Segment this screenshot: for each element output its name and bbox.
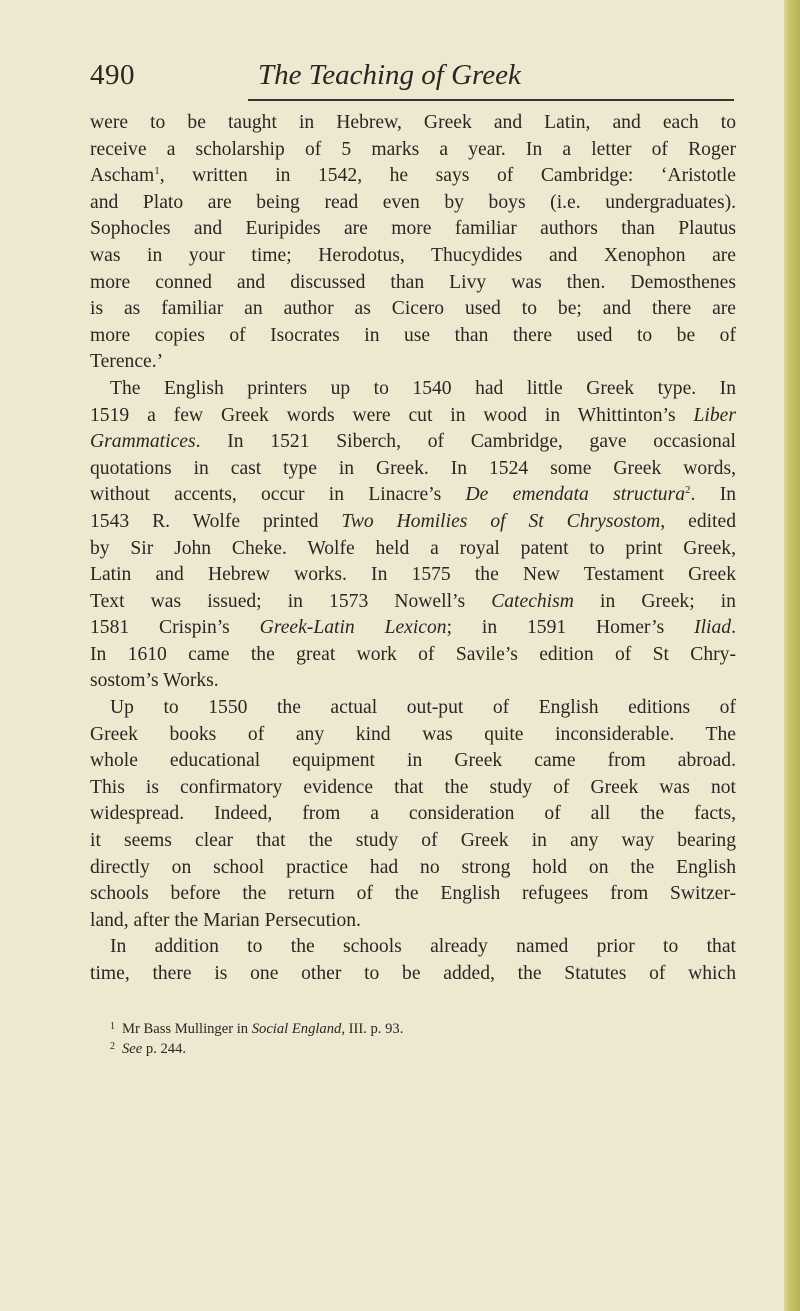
text-line: 1519 a few Greek words were cut in wood in Whittinton’s Liber (90, 404, 736, 426)
text-line: Terence.’ (90, 351, 164, 373)
text-line: were to be taught in Hebrew, Greek and Latin, and each to (90, 112, 736, 133)
body-text (90, 110, 736, 988)
text-line: is as familiar an author as Cicero used to be; and there are (90, 298, 736, 320)
text-line: This is confirmatory evidence that the study of Greek was not (90, 776, 736, 798)
text-line: more copies of Isocrates in use than there used to be of (90, 324, 736, 346)
text-line: Ascham$^1$, written in 1542, he says of Cambridge: ‘Aristotle (90, 165, 736, 187)
text-line: land, after the Marian Persecution. (90, 909, 361, 931)
text-line: directly on school practice had no strong hold on the English (90, 856, 736, 878)
text-line: time, there is one other to be added, the Statutes of which (90, 963, 736, 984)
text-line: 1543 R. Wolfe printed Two Homilies of St Chrysostom, edited (90, 510, 736, 532)
text-line: sostom’s Works. (90, 670, 219, 692)
text-line: 1581 Crispin’s Greek-Latin Lexicon; in 1591 Homer’s Iliad. (90, 617, 736, 639)
text-line: Text was issued; in 1573 Nowell’s Catechism in Greek; in (90, 590, 736, 612)
footnote-ref-2: 2 (685, 484, 691, 497)
text-line: whole educational equipment in Greek came from abroad. (90, 750, 736, 772)
header-rule (248, 99, 734, 101)
text-line: Greek books of any kind was quite inconsiderable. The (90, 723, 736, 745)
text-line: without accents, occur in Linacre’s De emendata structura$^2$. In (90, 484, 737, 506)
footnote-number: 2 (110, 1040, 115, 1052)
text-line: was in your time; Herodotus, Thucydides and Xenophon are (90, 244, 736, 266)
text-line: it seems clear that the study of Greek in any way bearing (90, 830, 736, 852)
page-number: 490 (90, 59, 135, 91)
text-line: schools before the return of the English refugees from Switzer- (90, 883, 736, 905)
text-line: In addition to the schools already named prior to that (110, 936, 736, 958)
text-line: and Plato are being read even by boys (i.e. undergraduates). (90, 191, 736, 213)
running-title: The Teaching of Greek (258, 59, 521, 91)
text-line: receive a scholarship of 5 marks a year. In a letter of Roger (90, 138, 736, 160)
page-edge (784, 0, 800, 1311)
footnote: $^1$ Mr Bass Mullinger in Social England, III. p. 93. (110, 1021, 404, 1037)
text-line: widespread. Indeed, from a consideration of all the facts, (90, 803, 736, 825)
footnote-ref-1: 1 (154, 165, 160, 178)
text-line: Latin and Hebrew works. In 1575 the New Testament Greek (90, 564, 736, 586)
text-line: more conned and discussed than Livy was then. Demosthenes (90, 271, 736, 293)
text-line: Up to 1550 the actual out-put of English editions of (110, 697, 736, 719)
footnotes (110, 1020, 730, 1059)
text-line: Sophocles and Euripides are more familiar authors than Plautus (90, 218, 736, 240)
page-header (90, 55, 735, 95)
text-line: Grammatices. In 1521 Siberch, of Cambridge, gave occasional (90, 431, 736, 453)
footnote-number: 1 (110, 1021, 115, 1032)
text-line: by Sir John Cheke. Wolfe held a royal patent to print Greek, (90, 537, 736, 559)
text-line: The English printers up to 1540 had little Greek type. In (110, 377, 736, 399)
text-line: In 1610 came the great work of Savile’s edition of St Chry- (90, 643, 736, 665)
text-line: quotations in cast type in Greek. In 1524 some Greek words, (90, 457, 736, 479)
footnote: $^2$ See p. 244. (110, 1040, 187, 1057)
